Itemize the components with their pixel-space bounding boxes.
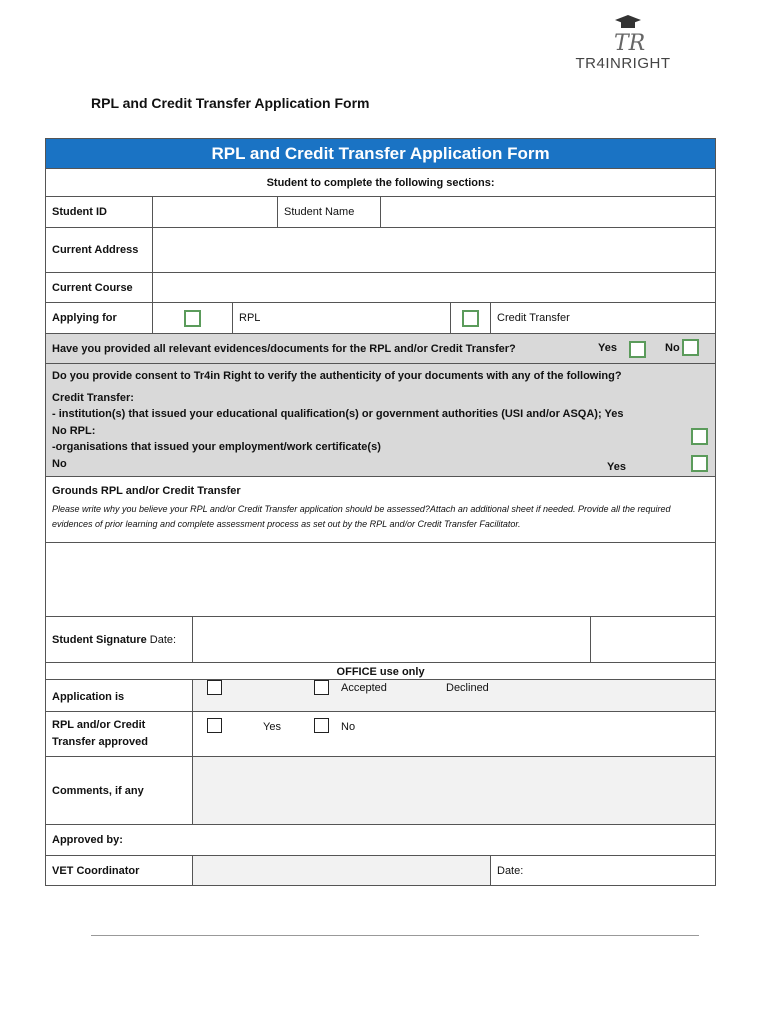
evidence-yes-checkbox[interactable] <box>629 341 646 358</box>
evidence-yes-label: Yes <box>598 342 617 354</box>
grounds-text-area[interactable] <box>46 543 716 617</box>
student-id-field[interactable] <box>153 197 278 228</box>
rpl-option-label: RPL <box>233 303 451 334</box>
rpl-consent-checkbox[interactable] <box>691 455 708 472</box>
rpl-no-label: No <box>52 457 67 470</box>
office-use-header: OFFICE use only <box>46 663 716 680</box>
evidence-question-row <box>46 334 716 364</box>
signature-label: Student Signature <box>52 633 147 646</box>
approved-decision-cell <box>193 712 716 757</box>
student-name-label: Student Name <box>278 197 381 228</box>
consent-section <box>46 364 716 477</box>
application-is-label: Application is <box>46 680 153 712</box>
approved-label: RPL and/or Credit Transfer approved <box>46 712 193 757</box>
document-title: RPL and Credit Transfer Application Form <box>91 95 370 111</box>
evidence-no-checkbox[interactable] <box>682 339 699 356</box>
approved-yes-label: Yes <box>263 721 281 733</box>
accepted-label: Accepted <box>341 682 387 694</box>
current-course-field[interactable] <box>153 273 716 303</box>
application-decision-cell <box>193 680 716 712</box>
credit-transfer-checkbox[interactable] <box>462 310 479 327</box>
form-subheader: Student to complete the following sections: <box>46 169 716 197</box>
logo-wordmark: TR4INRIGHT <box>575 55 671 72</box>
credit-transfer-option-label: Credit Transfer <box>491 303 716 334</box>
declined-label: Declined <box>446 682 489 694</box>
approved-no-checkbox[interactable] <box>314 718 329 733</box>
logo-monogram: TR <box>614 31 646 56</box>
signature-date-label: Date: <box>149 633 177 646</box>
current-address-field[interactable] <box>153 228 716 273</box>
ct-no-rpl-line: No RPL: <box>52 424 96 437</box>
applying-for-label: Applying for <box>46 303 153 334</box>
signature-field[interactable] <box>193 617 591 663</box>
grounds-section <box>46 477 716 543</box>
ct-heading: Credit Transfer: <box>52 391 134 404</box>
application-form <box>45 138 715 886</box>
accepted-checkbox[interactable] <box>207 680 222 695</box>
current-address-label: Current Address <box>46 228 153 273</box>
form-header: RPL and Credit Transfer Application Form <box>46 139 716 169</box>
evidence-no-label: No <box>665 342 680 354</box>
grounds-instructions: Please write why you believe your RPL and/or Credit Transfer application should be assessed?Attach an additional sheet if needed. Provide all the required evidences of prior learning and complete assessment process as set out by the RPL and/or Credit Transfer Facilitator. <box>52 504 671 529</box>
vet-date-cell[interactable] <box>491 856 716 886</box>
comments-label: Comments, if any <box>46 757 193 825</box>
student-id-label: Student ID <box>46 197 153 228</box>
rpl-employer-line: -organisations that issued your employment/work certificate(s) <box>52 441 381 453</box>
approved-yes-checkbox[interactable] <box>207 718 222 733</box>
evidence-question: Have you provided all relevant evidences/documents for the RPL and/or Credit Transfer? <box>52 342 516 355</box>
comments-field[interactable] <box>193 757 716 825</box>
grounds-label: Grounds RPL and/or Credit Transfer <box>52 485 241 497</box>
footer-divider <box>91 935 699 936</box>
approved-no-label: No <box>341 721 356 733</box>
vet-date-label: Date: <box>497 864 524 877</box>
approved-by-label: Approved by: <box>46 825 716 856</box>
vet-coordinator-label: VET Coordinator <box>46 856 193 886</box>
consent-question: Do you provide consent to Tr4in Right to verify the authenticity of your documents with any of the following? <box>52 370 622 382</box>
current-course-label: Current Course <box>46 273 153 303</box>
signature-date-field[interactable] <box>591 617 716 663</box>
ct-authority-line: - institution(s) that issued your educational qualification(s) or government authorities (USI and/or ASQA); Yes <box>52 408 624 420</box>
rpl-yes-label: Yes <box>607 461 626 473</box>
declined-checkbox[interactable] <box>314 680 329 695</box>
student-name-field[interactable] <box>381 197 716 228</box>
rpl-checkbox[interactable] <box>184 310 201 327</box>
ct-consent-checkbox[interactable] <box>691 428 708 445</box>
vet-coordinator-field[interactable] <box>193 856 491 886</box>
signature-label-cell <box>46 617 193 663</box>
